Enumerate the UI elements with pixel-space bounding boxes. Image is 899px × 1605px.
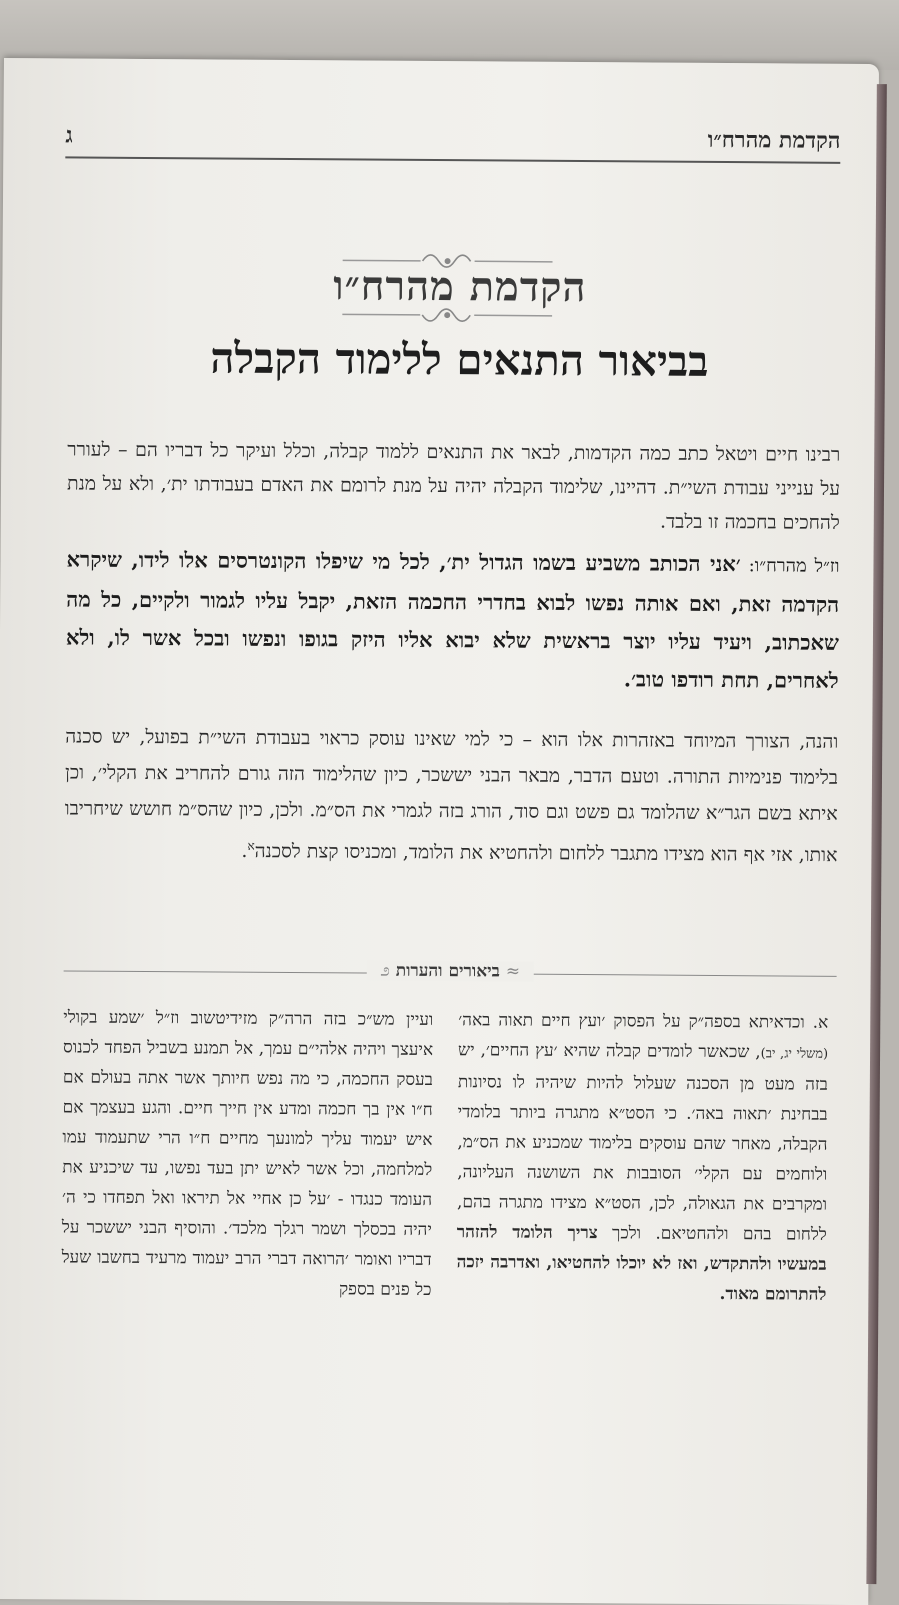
note-a-text-2: , שכאשר לומדים קבלה שהיא ׳עץ החיים׳, יש בזה מעט מן הסכנה שעלול להיות שיהיה לו נסיונות בבחינת ׳תאוה באה׳. כי הסט״א מתגרה ביותר בלומדי הקבלה, מאחר שהם עוסקים בלימוד שמכניע את הס״מ, ולוחמים עם הקלי׳ הסובבות את השושנה העליונה, ומקרבים את הגאולה, לכן, הסט״א מצידו מתגרה בהם, ללחום בהם ולהחטיאם. ולכך — [456, 1040, 828, 1245]
bottom-ornament-icon — [342, 304, 552, 329]
note-a-text-1: א. וכדאיתא בספה״ק על הפסוק ׳ועץ חיים תאוה באה׳ — [458, 1010, 829, 1033]
note-column-left: ועיין מש״כ בזה הרה״ק מזידיטשוב וז״ל ׳שמע בקולי איעצך ויהיה אלהי״ם עמך, אל תמנע בשביל הפחד לכנוס בעסק החכמה, כי מה נפש חיותך אשר אתה בעולם אם ח״ו אין בך חכמה ומדע אין חייך חיים. והגע בעצמך אם איש יעמוד עליך למונעך מחיים ח״ו הרי שתעמוד עמו למלחמה, וכל אשר לאיש יתן בעד נפשו, עד שיכניע את העומד כנגדו - ׳על כן אחיי אל תיראו ואל תפחדו כי ה׳ יהיה בכסלך ושמר רגלך מלכד׳. והוסיף הבני יששכר על דבריו ואומר ׳הרואה דברי הרב יעמוד מרעיד בחשבו שעל כל פנים בספק — [61, 1007, 434, 1301]
book-page — [0, 58, 879, 1605]
intro-paragraph: רבינו חיים ויטאל כתב כמה הקדמות, לבאר את התנאים ללמוד קבלה, וכלל ועיקר כל דבריו הם – לעורר על ענייני עבודת השי״ת. דהיינו, שלימוד הקבלה יהיה על מנת לרומם את האדם בעבודתו ית׳, ולא על מנת להחכים בחכמה זו בלבד. — [66, 438, 841, 534]
oath-quote: ׳אני הכותב משביע בשמו הגדול ית׳, לכל מי שיפלו הקונטרסים אלו לידו, שיקרא הקדמה זאת, ואם אותה נפשו לבוא בחדרי החכמה הזאת, יקבל עליו לגמור ולקיים, כל מה שאכתוב, ויעיד עליו יוצר בראשית שלא יבוא אליו היזק בגופו ונפשו ובכל אשר לו, ולא לאחרים, תחת רודפו טוב׳. — [65, 546, 840, 693]
explanation-text: והנה, הצורך המיוחד באזהרות אלו הוא – כי למי שאינו עוסק כראוי בעבודת השי״ת בפועל, יש סכנה בלימוד פנימיות התורה. וטעם הדבר, מבאר הבני יששכר, כיון שהלימוד הזה גורם להחריב את הקלי׳, וכן איתא בשם הגר״א שהלומד גם פשט וגם סוד, הורג בזה לגמרי את הס״מ. ולכן, כיון שהס״מ חושש שיחריבו אותו, אזי אף הוא מצידו מתגבר ללחום ולהחטיא את הלומד, ומכניסו קצת לסכנה — [64, 725, 839, 867]
running-header — [65, 116, 840, 163]
running-header-title: הקדמת מהרח״ו — [707, 126, 841, 154]
swirl-right-icon: ೨ — [380, 960, 390, 981]
page-number: ג — [65, 122, 73, 149]
note-a-reference: (משלי יג, יב) — [760, 1046, 829, 1062]
notes-header — [64, 958, 837, 989]
note-a-bold-text: צריך הלומד להזהר במעשיו ולהתקדש, ואז לא יוכלו להחטיאו, ואדרבה יזכה להתרומם מאוד. — [456, 1222, 827, 1305]
chapter-subtitle: בביאור התנאים ללימוד הקבלה — [210, 333, 709, 386]
chapter-title: הקדמת מהרח״ו — [333, 262, 587, 312]
notes-label: ביאורים והערות — [395, 960, 500, 982]
notes-label-wrap — [366, 961, 534, 982]
oath-intro: וז״ל מהרח״ו: — [740, 555, 840, 577]
book-edge — [866, 84, 886, 1584]
oath-paragraph — [66, 540, 840, 699]
explanation-paragraph: והנה, הצורך המיוחד באזהרות אלו הוא – כי למי שאינו עוסק כראוי בעבודת השי״ת בפועל, יש סכנה בלימוד פנימיות התורה. וטעם הדבר, מבאר הבני יששכר, כיון שהלימוד הזה גורם להחריב את הקלי׳, וכן איתא בשם הגר״א שהלומד גם פשט וגם סוד, הורג בזה לגמרי את הס״מ. ולכן, כיון שהס״מ חושש שיחריבו אותו, אזי אף הוא מצידו מתגבר ללחום ולהחטיא את הלומד, ומכניסו קצת לסכנה$^א$. — [64, 725, 839, 867]
swirl-left-icon: ≈ — [505, 961, 521, 982]
note-column-right — [456, 1005, 828, 1310]
footnote-marker: א — [247, 838, 255, 853]
